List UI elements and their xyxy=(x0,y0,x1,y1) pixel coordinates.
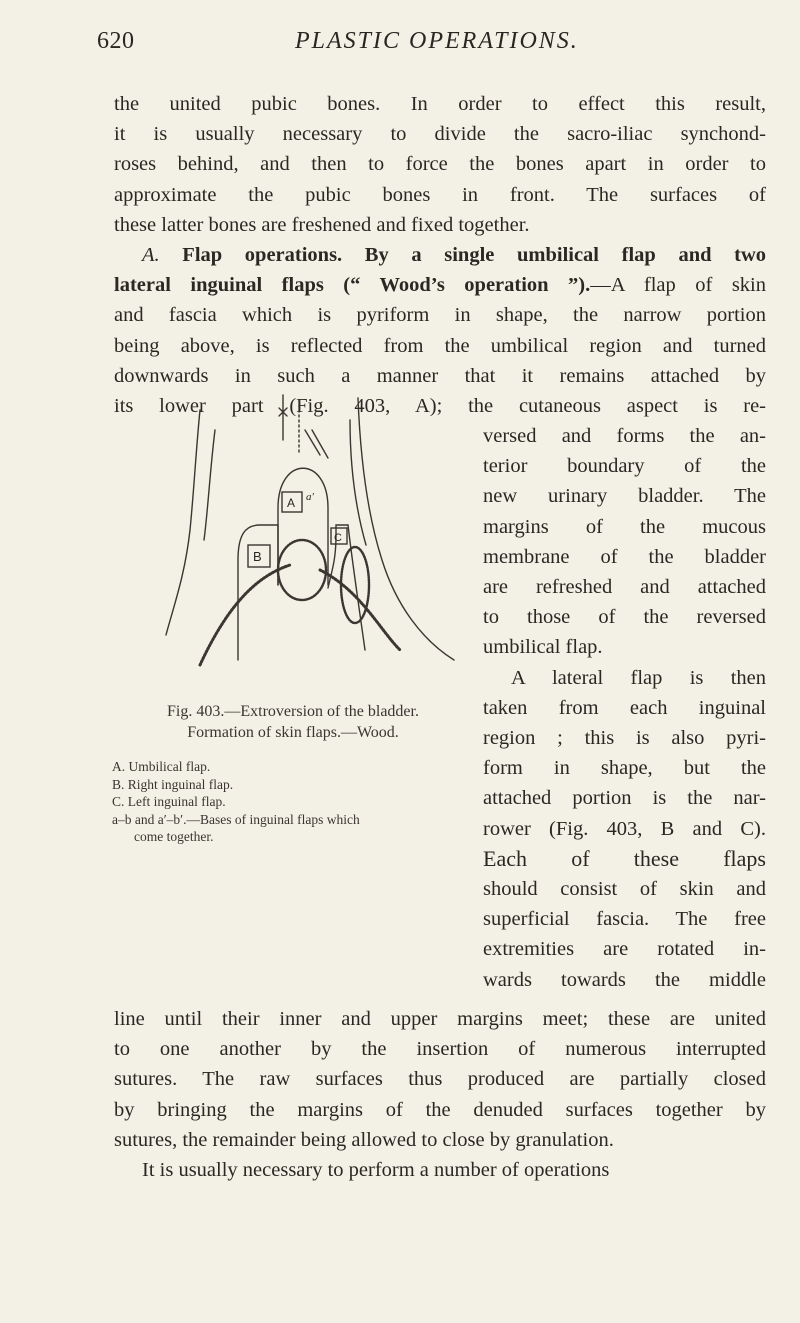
umbilicus-mark xyxy=(279,395,287,440)
text-line: to one another by the insertion of numerous interrupted xyxy=(114,1038,766,1061)
text-line: and fascia which is pyriform in shape, the narrow portion xyxy=(114,304,766,327)
text-fragment: —A flap of skin xyxy=(590,274,766,297)
text-line: region ; this is also pyri- xyxy=(483,727,766,750)
text-line: its lower part (Fig. 403, A); the cutaneous aspect is re- xyxy=(114,395,766,418)
body-contour-left xyxy=(166,410,200,635)
text-line: it is usually necessary to divide the sacro-iliac synchond- xyxy=(114,123,766,146)
text-line: membrane of the bladder xyxy=(483,545,766,568)
text-line: these latter bones are freshened and fixed together. xyxy=(114,213,530,236)
figure-label-a-prime: a′ xyxy=(306,491,314,503)
text-line: versed and forms the an- xyxy=(483,425,766,447)
text-line: line until their inner and upper margins meet; these are united xyxy=(114,1008,766,1030)
page-number: 620 xyxy=(97,28,135,54)
text-line: roses behind, and then to force the bones apart in order to xyxy=(114,153,766,176)
text-line: terior boundary of the xyxy=(483,455,766,478)
legend-item: a–b and a′–b′.—Bases of inguinal flaps which xyxy=(112,811,360,827)
text-line: taken from each inguinal xyxy=(483,696,766,719)
text-line: sutures. The raw surfaces thus produced are partially closed xyxy=(114,1068,766,1091)
text-line: to those of the reversed xyxy=(483,606,766,629)
running-title: PLASTIC OPERATIONS. xyxy=(295,28,579,54)
text-line: Each of these flaps xyxy=(483,845,766,871)
body-contour-right xyxy=(358,398,454,660)
section-marker: A. xyxy=(142,244,160,266)
figure-label-b: B xyxy=(253,549,262,564)
text-line: rower (Fig. 403, B and C). xyxy=(483,817,766,840)
page-header xyxy=(0,28,800,58)
figure-label-a: A xyxy=(287,496,296,510)
body-contour-right-inner xyxy=(350,420,366,545)
text-line: extremities are rotated in- xyxy=(483,938,766,961)
text-line: sutures, the remainder being allowed to close by granulation. xyxy=(114,1128,614,1151)
legend-item: A. Umbilical flap. xyxy=(112,759,211,774)
text-line: form in shape, but the xyxy=(483,757,766,780)
text-line: wards towards the middle xyxy=(483,968,766,991)
figure-caption xyxy=(112,701,474,743)
text-line: downwards in such a manner that it remains attached by xyxy=(114,364,766,387)
text-line: umbilical flap. xyxy=(483,636,603,659)
body-contour-left-inner xyxy=(204,430,215,540)
operation-name: lateral inguinal flaps (“ Wood’s operation ”). xyxy=(114,274,591,297)
text-line: are refreshed and attached xyxy=(483,576,766,599)
figure-label-c: C xyxy=(334,532,342,544)
section-heading-line xyxy=(114,240,766,270)
text-line: superficial fascia. The free xyxy=(483,908,766,931)
figure-legend xyxy=(112,758,480,846)
text-line: being above, is reflected from the umbilical region and turned xyxy=(114,334,766,357)
caption-line: Fig. 403.—Extroversion of the bladder. xyxy=(167,703,419,720)
text-line: new urinary bladder. The xyxy=(483,485,766,508)
paragraph-closing xyxy=(114,1004,766,1185)
text-line xyxy=(114,270,766,300)
paragraph-pubic-bones xyxy=(114,89,766,240)
text-line: A lateral flap is then xyxy=(511,666,766,689)
figure-403-illustration xyxy=(160,360,465,690)
legend-item: come together. xyxy=(134,829,214,844)
text-line: approximate the pubic bones in front. The surfaces of xyxy=(114,183,766,206)
text-line: margins of the mucous xyxy=(483,515,766,538)
text-line: should consist of skin and xyxy=(483,878,766,901)
text-line: by bringing the margins of the denuded surfaces together by xyxy=(114,1098,766,1121)
wrapped-text-column xyxy=(483,421,766,995)
skin-fold-lines xyxy=(305,430,328,458)
groin-hatching-left xyxy=(200,565,290,665)
legend-item: C. Left inguinal flap. xyxy=(112,794,226,809)
text-line: attached portion is the nar- xyxy=(483,787,766,810)
text-line: It is usually necessary to perform a number of operations xyxy=(142,1159,610,1182)
caption-line: Formation of skin flaps.—Wood. xyxy=(187,724,399,741)
section-heading: Flap operations. By a single umbilical flap and two xyxy=(182,244,767,266)
legend-item: B. Right inguinal flap. xyxy=(112,776,234,792)
text-line: the united pubic bones. In order to effect this result, xyxy=(114,93,766,115)
